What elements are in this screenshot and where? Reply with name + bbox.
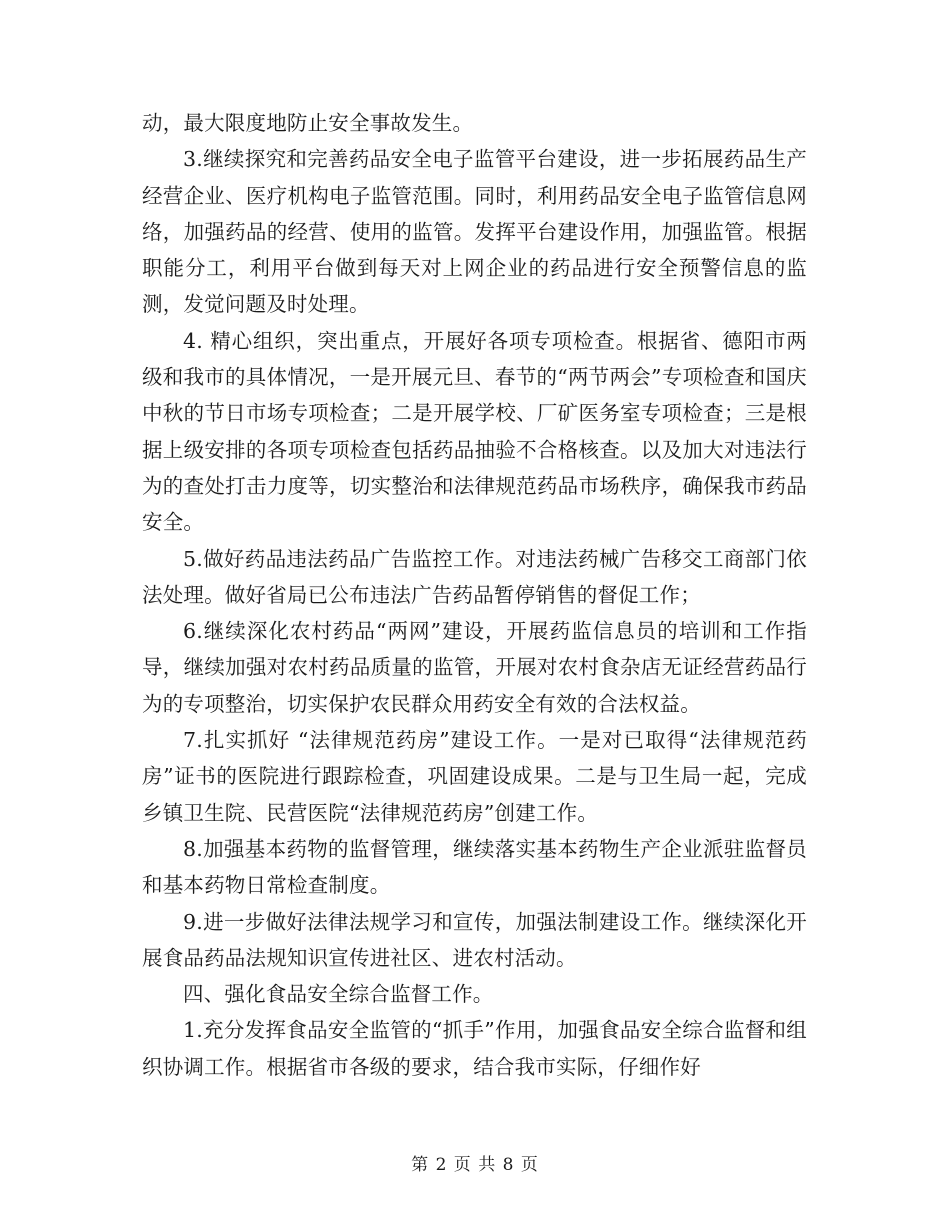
page-footer: [0, 1150, 950, 1175]
paragraph-item-3: 3.继续探究和完善药品安全电子监管平台建设，进一步拓展药品生产经营企业、医疗机构电子监管范围。同时，利用药品安全电子监管信息网络，加强药品的经营、使用的监管。发挥平台建设作用，加强监管。根据职能分工，利用平台做到每天对上网企业的药品进行安全预警信息的监测，发觉问题及时处理。: [142, 147, 807, 317]
paragraph-item-8: 8.加强基本药物的监督管理，继续落实基本药物生产企业派驻监督员和基本药物日常检查制度。: [142, 836, 807, 898]
paragraph-item-5: 5.做好药品违法药品广告监控工作。对违法药械广告移交工商部门依法处理。做好省局已公布违法广告药品暂停销售的督促工作；: [142, 546, 807, 607]
paragraph-item-7: 7.扎实抓好 “法律规范药房”建设工作。一是对已取得“法律规范药房”证书的医院进行跟踪检查，巩固建设成果。二是与卫生局一起，完成乡镇卫生院、民营医院“法律规范药房”创建工作。: [142, 728, 807, 825]
paragraph-item-6: 6.继续深化农村药品“两网”建设，开展药监信息员的培训和工作指导，继续加强对农村药品质量的监管，开展对农村食杂店无证经营药品行为的专项整治，切实保护农民群众用药安全有效的合法权益。: [142, 619, 807, 716]
section-heading-4: 四、强化食品安全综合监督工作。: [183, 982, 494, 1007]
document-body: [142, 105, 807, 1085]
paragraph-continued: 动，最大限度地防止安全事故发生。: [142, 111, 474, 135]
paragraph-item-4: 4. 精心组织，突出重点，开展好各项专项检查。根据省、德阳市两级和我市的具体情况，一是开展元旦、春节的“两节两会”专项检查和国庆中秋的节日市场专项检查；二是开展学校、厂矿医务室专项检查；三是根据上级安排的各项专项检查包括药品抽验不合格核查。以及加大对违法行为的查处打击力度等，切实整治和法律规范药品市场秩序，确保我市药品安全。: [142, 328, 807, 535]
paragraph-item-9: 9.进一步做好法律法规学习和宣传，加强法制建设工作。继续深化开展食品药品法规知识宣传进社区、进农村活动。: [142, 909, 807, 970]
page-number-label: 第 2 页 共 8 页: [411, 1155, 539, 1175]
paragraph-section4-item-1: 1.充分发挥食品安全监管的“抓手”作用，加强食品安全综合监督和组织协调工作。根据省市各级的要求，结合我市实际，仔细作好: [142, 1018, 807, 1079]
